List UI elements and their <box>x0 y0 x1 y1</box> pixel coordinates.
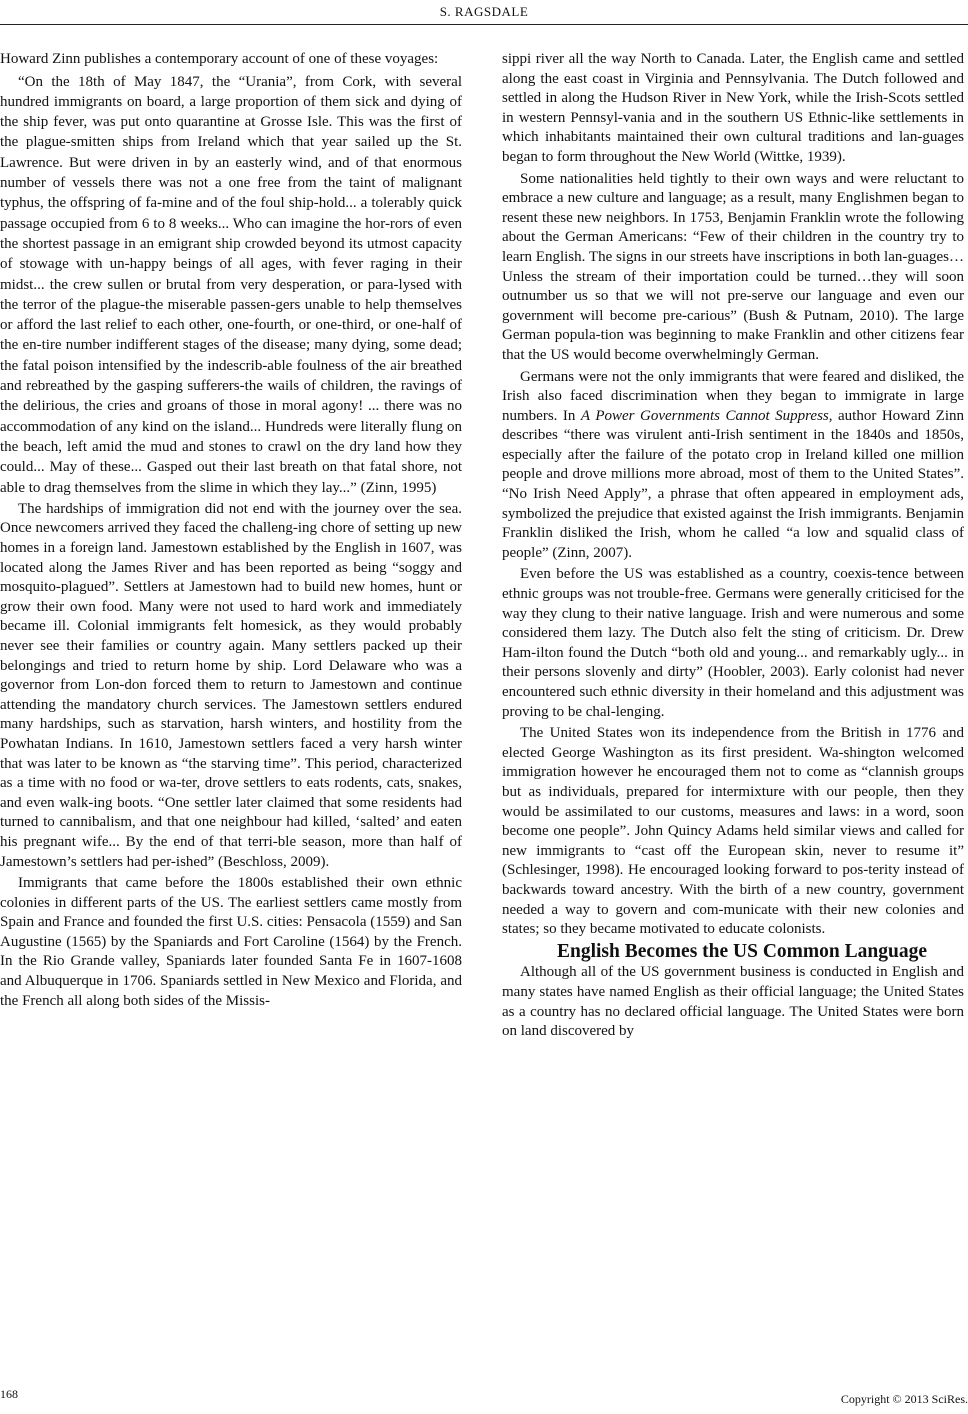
page-number: 168 <box>0 1387 18 1401</box>
intro-paragraph: Howard Zinn publishes a contemporary account of one of these voyages: <box>0 51 439 67</box>
left-column <box>0 50 462 1011</box>
running-head: S. RAGSDALE <box>439 4 529 19</box>
body-paragraph: Even before the US was established as a country, coexis-tence between ethnic groups was not trouble-free. Germans were generally criticised for the way they clung to their native language. Irish and were numerous and some considered them lazy. The Dutch also felt the sting of criticism. Dr. Drew Ham-ilton found the Dutch “both old and young... and remarkably ugly... in their persons slovenly and dirty” (Hoobler, 2003). Early colonist had never encountered such ethnic diversity in their homeland and this adjustment was proving to be chal-lenging. <box>502 566 964 720</box>
right-column <box>502 50 964 1042</box>
body-paragraph: Some nationalities held tightly to their own ways and were reluctant to embrace a new culture and language; as a result, many Englishmen began to resent these new neighbors. In 1753, Benjamin Franklin wrote the following about the German Americans: “Few of their children in the country try to learn English. The signs in our streets have inscriptions in both lan-guages… Unless the stream of their importation could be turned…they will soon outnumber us so that we will not pre-serve our language and even our government will become pre-carious” (Bush & Putnam, 2010). The large German popula-tion was beginning to make Franklin and other citizens fear that the US would become overwhelmingly German. <box>502 170 964 363</box>
body-text: , author Howard Zinn describes “there was virulent anti-Irish sentiment in the 1840s and 1850s, especially after the failure of the potato crop in Ireland killed one million people and drove millions more abroad, most of them to the United States”. “No Irish Need Apply”, a phrase that often appeared in employment ads, symbolized the prejudice that existed against the Irish immigrants. Benjamin Franklin disliked the Irish, whom he called “a low and squalid class of people” (Zinn, 2007). <box>502 407 964 561</box>
header-rule <box>0 24 968 25</box>
body-paragraph: The hardships of immigration did not end with the journey over the sea. Once newcomers arrived they faced the challeng-ing chore of setting up new homes in a foreign land. Jamestown established by the English in 1607, was located along the James River and has been reported as being “soggy and mosquito-plagued”. Settlers at Jamestown had to build new homes, hunt or grow their own food. Many were not used to hard work and immediately became ill. Colonial immigrants felt homesick, as they would probably never see their families or country again. Many settlers packed up their belongings and tried to return home by ship. Lord Delaware who was a governor from Lon-don forced them to return to Jamestown and continue attending the mandatory church services. The Jamestown settlers endured many hardships, such as starvation, harsh winters, and hostility from the Powhatan Indians. In 1610, Jamestown settlers faced a very harsh winter that was later to be known as “the starving time”. This period, characterized as a time with no food or wa-ter, drove settlers to eats rodents, cats, snakes, and even walk-ing boots. “One settler later claimed that some residents had turned to cannibalism, and that one neighbour had killed, ‘salted’ and eaten his pregnant wife... By the end of that terri-ble season, more than half of Jamestown’s settlers had per-ished” (Beschloss, 2009). <box>0 500 462 870</box>
body-paragraph: The United States won its independence from the British in 1776 and elected George Washington as its first president. Wa-shington welcomed immigration however he encouraged them not to come as “clannish groups but as individuals, prepared for intermixture with our people, then they would be assimilated to our customs, measures and laws: in a word, soon become one people”. John Quincy Adams held similar views and called for new immigrants to “cast off the European skin, never to resume it” (Schlesinger, 1998). He encouraged looking forward to pos-terity instead of backwards toward ancestry. With the birth of a new country, government needed a way to govern and com-municate with their new colonies and states; so they became motivated to educate colonists. <box>502 725 964 938</box>
body-paragraph: sippi river all the way North to Canada. Later, the English came and settled along the east coast in Virginia and Pennsylvania. The Dutch followed and settled in along the Hudson River in New York, while the Irish-Scots settled in western Pennsyl-vania and in the southern US Ethnic-like settlements in which inhabitants maintained their own cultural traditions and lan-guages began to form throughout the New World (Wittke, 1939). <box>502 51 964 165</box>
section-heading: English Becomes the US Common Language <box>557 940 927 962</box>
copyright-notice: Copyright © 2013 SciRes. <box>840 1392 968 1406</box>
body-text: Germans were not the only immigrants that were feared and disliked, the Irish also faced discrimination when they began to immigrate in large numbers. In <box>502 368 964 424</box>
book-title: A Power Governments Cannot Suppress <box>580 407 829 424</box>
body-paragraph: Although all of the US government business is conducted in English and many states have named English as their official language; the United States as a country has no declared official language. The United States were born on land discovered by <box>502 964 964 1040</box>
body-paragraph: Immigrants that came before the 1800s established their own ethnic colonies in different parts of the US. The earliest settlers came mostly from Spain and France and founded the first U.S. cities: Pensacola (1559) and San Augustine (1565) by the Spaniards and Fort Caroline (1564) by the French. In the Rio Grande valley, Spaniards later founded Santa Fe in 1607-1608 and Albuquerque in 1706. Spaniards settled in New Mexico and Florida, and the French all along both sides of the Missis- <box>0 875 462 1009</box>
zinn-block-quote: “On the 18th of May 1847, the “Urania”, from Cork, with several hundred immigrants on board, a large proportion of them sick and dying of the ship fever, was put onto quarantine at Grosse Isle. This was the first of the plague-smitten ships from Ireland which that year sailed up the St. Lawrence. But were driven in by an easterly wind, and of that enormous number of vessels there was not a one free from the taint of malignant typhus, the offspring of fa-mine and of the foul ship-hold... a tolerably quick passage occupied from 6 to 8 weeks... Who can imagine the hor-rors of even the shortest passage in an emigrant ship crowded beyond its utmost capacity of stowage with un-happy beings of all ages, with fever raging in their midst... the crew sullen or brutal from very desperation, or para-lysed with the terror of the plague-the miserable passen-gers unable to help themselves or afford the last relief to each other, one-fourth, or one-third, or one-half of the en-tire number indifferent stages of the disease; many dying, some dead; the fatal poison intensified by the indescrib-able foulness of the air breathed and rebreathed by the gasping sufferers-the wails of children, the ravings of the delirious, the cries and groans of those in moral agony! ... there was no accommodation of any kind on the island... Hundreds were literally flung on the beach, left amid the mud and stones to crawl on the dry land how they could... May of these... Gasped out their last breath on that fatal shore, not able to drag themselves from the slime in which they lay...” (Zinn, 1995) <box>0 73 462 496</box>
body-paragraph <box>502 368 964 564</box>
